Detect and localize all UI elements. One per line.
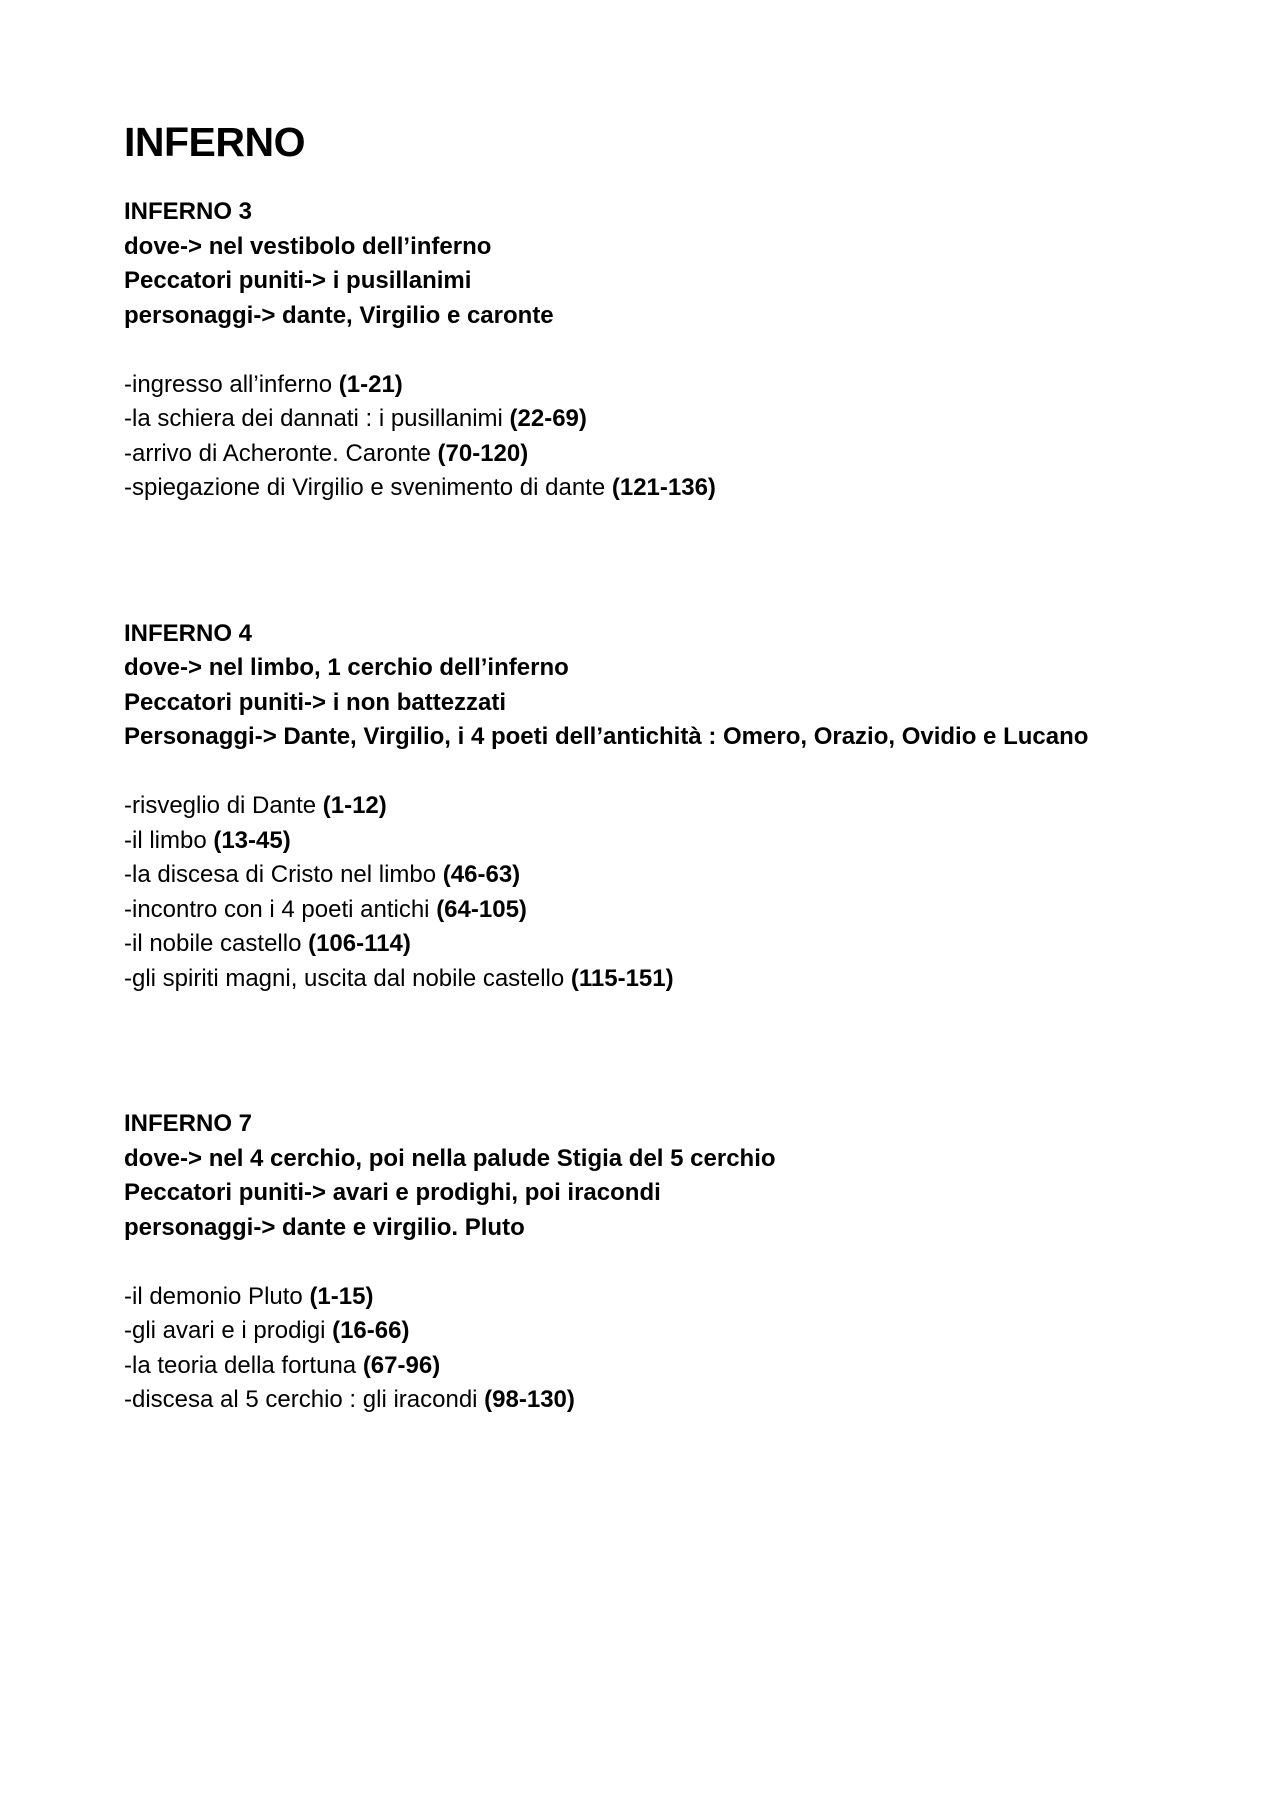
verse-range: (67-96) — [362, 1351, 441, 1379]
episode-item — [124, 893, 1184, 928]
canto-detail: Personaggi-> Dante, Virgilio, i 4 poeti dell’antichità : Omero, Orazio, Ovidio e Lucano — [124, 723, 1089, 751]
canto-header — [124, 617, 1184, 755]
canto-section — [124, 617, 1184, 997]
episode-list — [124, 789, 1184, 996]
verse-range: (70-120) — [437, 439, 529, 467]
episode-item — [124, 471, 1184, 506]
episode-text: -la teoria della fortuna — [124, 1351, 363, 1379]
verse-range: (1-21) — [338, 370, 403, 398]
episode-text: -discesa al 5 cerchio : gli iracondi — [124, 1386, 485, 1414]
document-page — [124, 118, 1184, 1529]
canto-detail: Peccatori puniti-> i pusillanimi — [124, 267, 472, 295]
episode-item — [124, 789, 1184, 824]
episode-text: -la discesa di Cristo nel limbo — [124, 861, 443, 889]
episode-item — [124, 1349, 1184, 1384]
episode-text: -incontro con i 4 poeti antichi — [124, 895, 437, 923]
episode-item — [124, 368, 1184, 403]
episode-text: -ingresso all’inferno — [124, 370, 339, 398]
episode-text: -gli spiriti magni, uscita dal nobile castello — [124, 964, 571, 992]
verse-range: (121-136) — [611, 474, 716, 502]
verse-range: (13-45) — [213, 826, 291, 854]
episode-text: -risveglio di Dante — [124, 792, 323, 820]
episode-text: -la schiera dei dannati : i pusillanimi — [124, 405, 510, 433]
canto-heading: INFERNO 4 — [124, 619, 253, 647]
canto-detail: dove-> nel vestibolo dell’inferno — [124, 232, 492, 260]
episode-item — [124, 1314, 1184, 1349]
episode-item — [124, 402, 1184, 437]
episode-text: -arrivo di Acheronte. Caronte — [124, 439, 438, 467]
episode-item — [124, 858, 1184, 893]
verse-range: (22-69) — [509, 405, 587, 433]
episode-item — [124, 1280, 1184, 1315]
verse-range: (16-66) — [332, 1317, 410, 1345]
canto-detail: dove-> nel 4 cerchio, poi nella palude Stigia del 5 cerchio — [124, 1144, 776, 1172]
episode-text: -il limbo — [124, 826, 214, 854]
verse-range: (106-114) — [308, 930, 411, 958]
verse-range: (1-12) — [322, 792, 387, 820]
verse-range: (115-151) — [570, 964, 674, 992]
verse-range: (46-63) — [442, 861, 521, 889]
canto-header — [124, 1107, 1184, 1245]
canto-heading: INFERNO 3 — [124, 198, 253, 226]
canto-section — [124, 1107, 1184, 1418]
episode-text: -il demonio Pluto — [124, 1282, 310, 1310]
document-title: INFERNO — [124, 119, 305, 165]
verse-range: (1-15) — [309, 1282, 374, 1310]
episode-item — [124, 437, 1184, 472]
canto-detail: Peccatori puniti-> avari e prodighi, poi iracondi — [124, 1179, 661, 1207]
episode-text: -gli avari e i prodigi — [124, 1317, 333, 1345]
verse-range: (98-130) — [484, 1386, 575, 1414]
canto-section — [124, 195, 1184, 506]
episode-item — [124, 962, 1184, 997]
canto-header — [124, 195, 1184, 333]
canto-heading: INFERNO 7 — [124, 1110, 253, 1138]
episode-item — [124, 927, 1184, 962]
canto-detail: personaggi-> dante e virgilio. Pluto — [124, 1213, 525, 1241]
canto-detail: personaggi-> dante, Virgilio e caronte — [124, 301, 554, 329]
episode-item — [124, 824, 1184, 859]
episode-text: -spiegazione di Virgilio e svenimento di dante — [124, 474, 612, 502]
canto-detail: Peccatori puniti-> i non battezzati — [124, 688, 507, 716]
sections-container — [124, 195, 1184, 1418]
verse-range: (64-105) — [436, 895, 527, 923]
canto-detail: dove-> nel limbo, 1 cerchio dell’inferno — [124, 654, 569, 682]
episode-list — [124, 1280, 1184, 1418]
episode-text: -il nobile castello — [124, 930, 309, 958]
episode-list — [124, 368, 1184, 506]
episode-item — [124, 1383, 1184, 1418]
